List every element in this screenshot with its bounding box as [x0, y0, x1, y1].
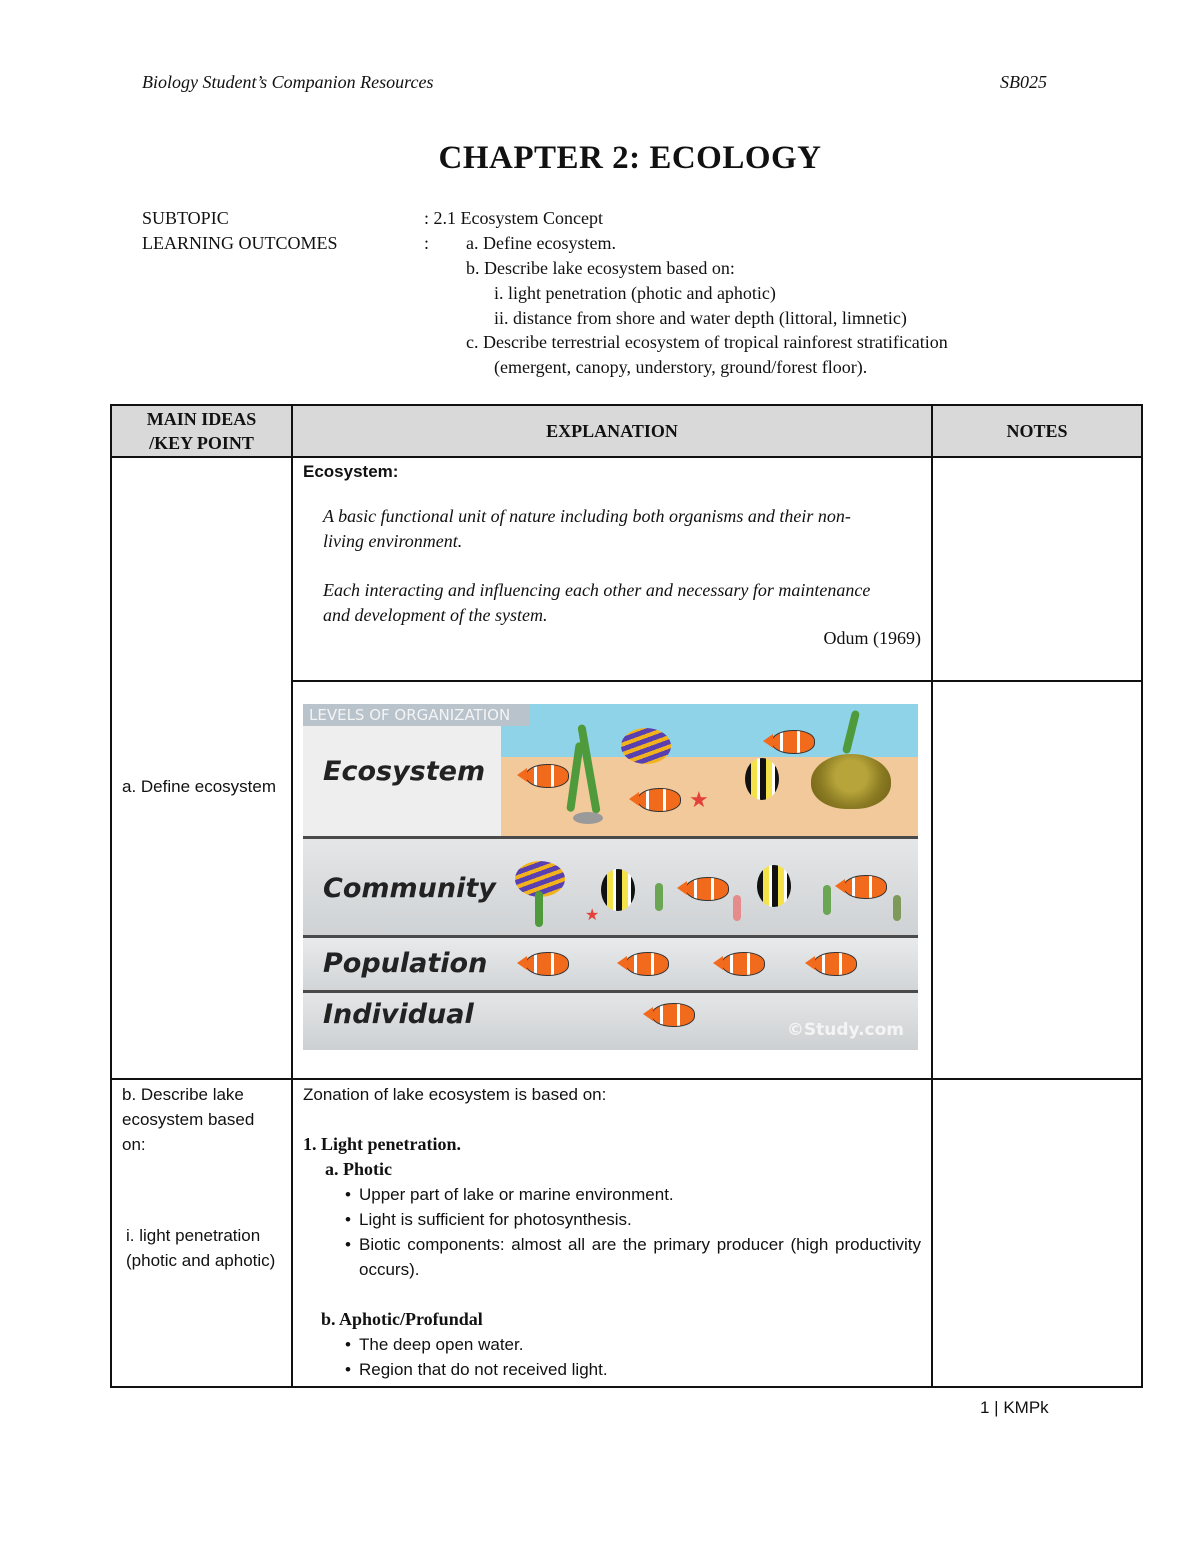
level-ecosystem-label: Ecosystem: [323, 756, 486, 787]
list-item: • Biotic components: almost all are the primary producer (high productivity occurs).: [359, 1232, 921, 1282]
aphotic-title: b. Aphotic/Profundal: [321, 1309, 483, 1329]
outcome-b: b. Describe lake ecosystem based on:: [466, 258, 735, 278]
clownfish-icon: [813, 952, 857, 976]
header-left: Biology Student’s Companion Resources: [142, 72, 434, 92]
table-header-row: [111, 405, 1142, 457]
clownfish-icon: [843, 875, 887, 899]
table-row: [111, 457, 1142, 681]
lake-zonation-cell: [292, 1079, 932, 1387]
seaweed-icon: [893, 895, 901, 921]
starfish-icon: ★: [585, 905, 600, 924]
section-light-penetration: 1. Light penetration.: [303, 1134, 462, 1154]
zonation-intro: Zonation of lake ecosystem is based on:: [303, 1085, 607, 1104]
definition-1: A basic functional unit of nature including both organisms and their non-living environment.: [323, 506, 851, 551]
key-point-b-i: i. light penetration (photic and aphotic): [126, 1226, 276, 1270]
clownfish-icon: [651, 1003, 695, 1027]
study-watermark: ©Study.com: [786, 1020, 904, 1040]
rock-icon: [573, 812, 603, 824]
clownfish-icon: [525, 952, 569, 976]
coral-icon: [823, 885, 831, 915]
outcome-a: a. Define ecosystem.: [466, 233, 616, 253]
header-right: SB025: [1000, 72, 1047, 92]
list-item: • The deep open water.: [359, 1332, 921, 1357]
outcome-b-i: i. light penetration (photic and aphotic): [494, 283, 776, 303]
moorish-idol-icon: [745, 758, 779, 800]
ecosystem-band: [303, 704, 918, 836]
subtopic-value: : 2.1 Ecosystem Concept: [424, 208, 603, 228]
photic-list: [303, 1182, 921, 1282]
list-item: • Upper part of lake or marine environment.: [359, 1182, 921, 1207]
key-point-b: b. Describe lake ecosystem based on:: [122, 1085, 255, 1154]
clownfish-icon: [771, 730, 815, 754]
clownfish-icon: [721, 952, 765, 976]
subtopic-label: SUBTOPIC: [142, 208, 229, 228]
aphotic-list: [303, 1332, 921, 1382]
clownfish-icon: [637, 788, 681, 812]
levels-of-organization-figure: [303, 704, 918, 1050]
seaweed-icon: [535, 891, 543, 927]
levels-banner: LEVELS OF ORGANIZATION: [303, 704, 529, 726]
outcomes-label: LEARNING OUTCOMES: [142, 233, 338, 253]
starfish-icon: ★: [689, 788, 709, 813]
level-population-label: Population: [323, 948, 488, 979]
coral-icon: [655, 883, 663, 911]
header-explanation: EXPLANATION: [292, 405, 932, 457]
outcomes-colon: :: [424, 233, 430, 253]
list-item: • Light is sufficient for photosynthesis.: [359, 1207, 921, 1232]
community-band: [303, 839, 918, 935]
figure-cell: [292, 681, 932, 1079]
level-community-label: Community: [323, 873, 496, 904]
clownfish-icon: [625, 952, 669, 976]
outcome-b-ii: ii. distance from shore and water depth (littoral, limnetic): [494, 308, 907, 328]
header-main-ideas: MAIN IDEAS /KEY POINT: [111, 405, 292, 457]
chapter-title: CHAPTER 2: ECOLOGY: [438, 140, 822, 176]
outcome-c-cont: (emergent, canopy, understory, ground/forest floor).: [494, 357, 868, 377]
notes-table: [110, 404, 1143, 1388]
key-point-a: a. Define ecosystem: [122, 776, 277, 796]
notes-cell-a2: [932, 681, 1142, 1079]
notes-cell-a1: [932, 457, 1142, 681]
sea-turtle-icon: [811, 754, 891, 809]
citation: Odum (1969): [823, 628, 921, 648]
population-band: [303, 938, 918, 990]
list-item: • Region that do not received light.: [359, 1357, 921, 1382]
definition-cell: [292, 457, 932, 681]
ecosystem-heading: Ecosystem:: [303, 462, 399, 481]
key-point-b-cell: [111, 1079, 292, 1387]
moorish-idol-icon: [601, 869, 635, 911]
moorish-idol-icon: [757, 865, 791, 907]
notes-cell-b: [932, 1079, 1142, 1387]
clownfish-icon: [685, 877, 729, 901]
coral-icon: [733, 895, 741, 921]
angelfish-icon: [621, 728, 671, 764]
level-individual-label: Individual: [323, 999, 474, 1030]
clownfish-icon: [525, 764, 569, 788]
table-row: [111, 1079, 1142, 1387]
page-footer: 1 | KMPk: [980, 1398, 1049, 1417]
photic-title: a. Photic: [325, 1159, 392, 1179]
header-notes: NOTES: [932, 405, 1142, 457]
definition-2: Each interacting and influencing each other and necessary for maintenance and development of the system.: [323, 580, 871, 625]
key-point-a-cell: [111, 457, 292, 1079]
outcome-c: c. Describe terrestrial ecosystem of tropical rainforest stratification: [466, 332, 948, 352]
